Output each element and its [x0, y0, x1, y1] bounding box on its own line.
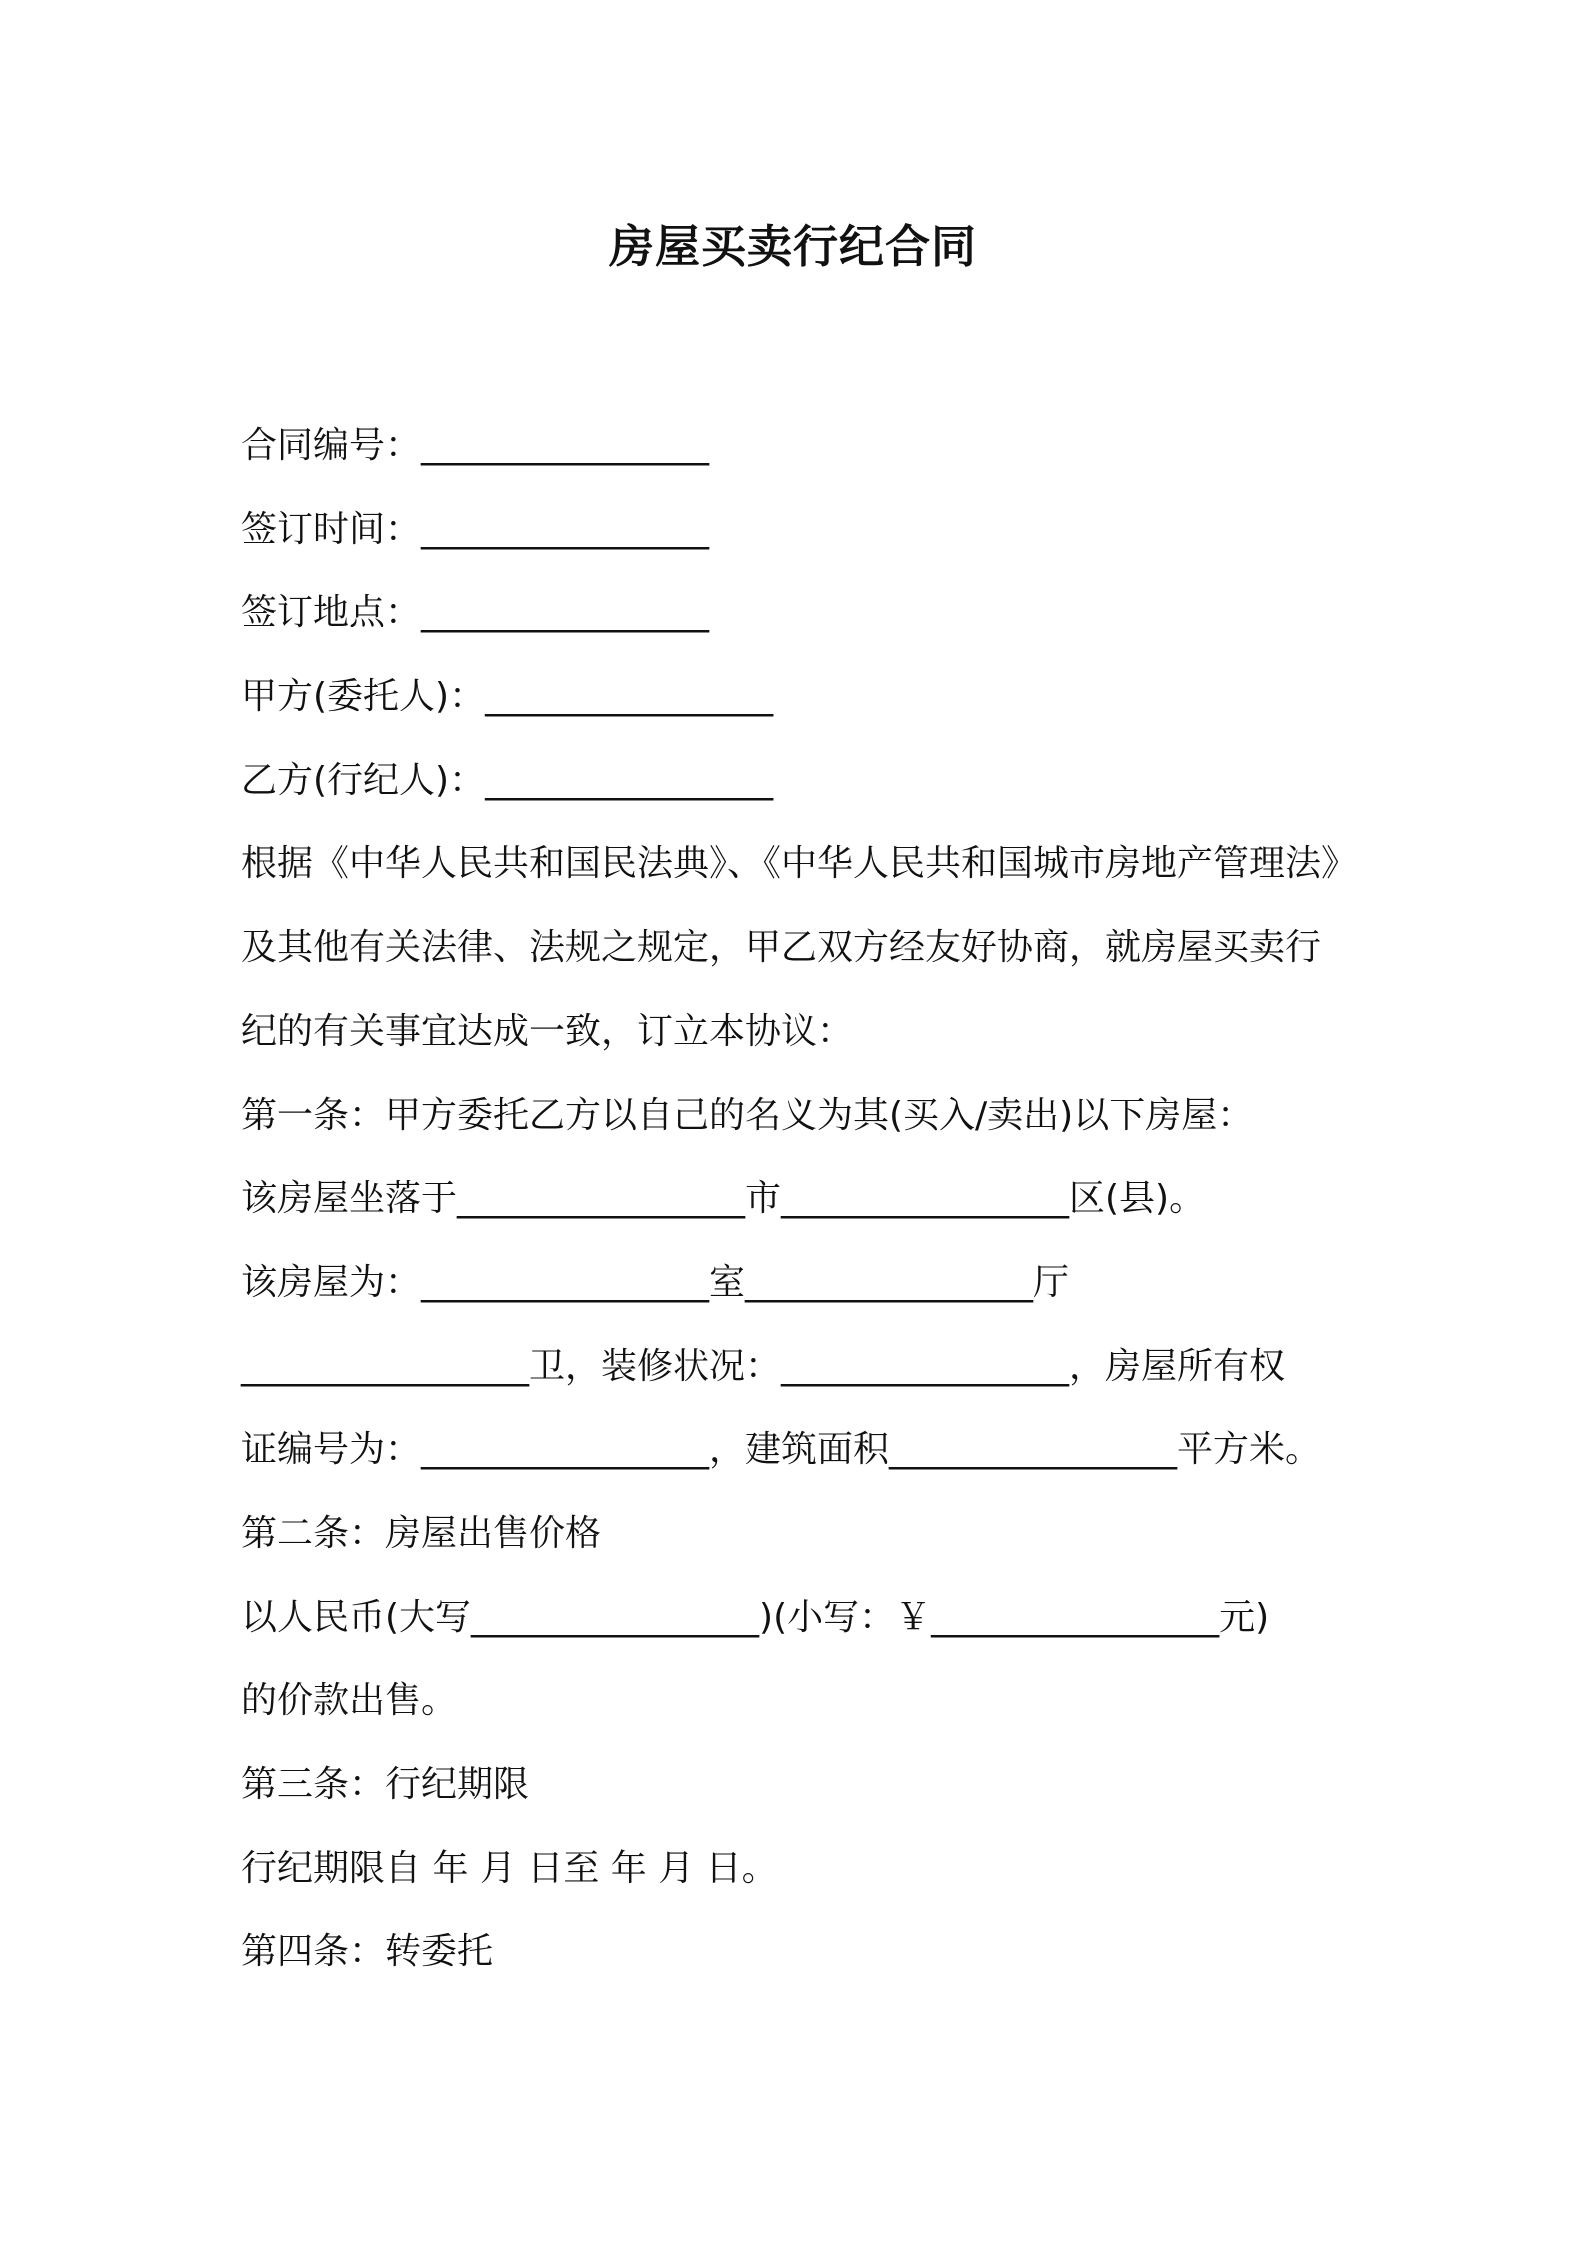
preamble-line-1: 根据《中华人民共和国民法典》、《中华人民共和国城市房地产管理法》: [241, 843, 1358, 885]
article-3-heading: 第三条：行纪期限: [241, 1764, 530, 1805]
property-decoration-line: ________________卫，装修状况：________________，房屋所有权: [241, 1345, 1286, 1387]
article-4-heading: 第四条：转委托: [241, 1931, 494, 1973]
signing-time-line: 签订时间：________________: [241, 508, 710, 550]
signing-place-line: 签订地点：________________: [241, 592, 710, 634]
contract-number-line: 合同编号：________________: [241, 425, 710, 466]
property-layout-line: 该房屋为：________________室________________厅: [241, 1261, 1070, 1303]
article-1-heading: 第一条：甲方委托乙方以自己的名义为其(买入/卖出)以下房屋：: [241, 1094, 1254, 1136]
price-line-1: 以人民币(大写________________)(小写：￥________________元): [241, 1596, 1270, 1638]
price-line-2: 的价款出售。: [241, 1680, 458, 1722]
document-title: 房屋买卖行纪合同: [608, 220, 977, 273]
property-certificate-line: 证编号为：________________，建筑面积________________平方米。: [241, 1429, 1322, 1471]
party-b-line: 乙方(行纪人)：________________: [241, 759, 774, 801]
property-location-line: 该房屋坐落于________________市________________区(县)。: [241, 1178, 1206, 1220]
article-2-heading: 第二条：房屋出售价格: [241, 1512, 602, 1554]
document-body: [241, 404, 1361, 1994]
preamble-line-2: 及其他有关法律、法规之规定，甲乙双方经友好协商，就房屋买卖行: [241, 927, 1322, 969]
preamble-line-3: 纪的有关事宜达成一致，订立本协议：: [241, 1010, 854, 1052]
party-a-line: 甲方(委托人)：________________: [241, 676, 774, 718]
term-line: 行纪期限自 年 月 日至 年 月 日。: [241, 1847, 778, 1889]
